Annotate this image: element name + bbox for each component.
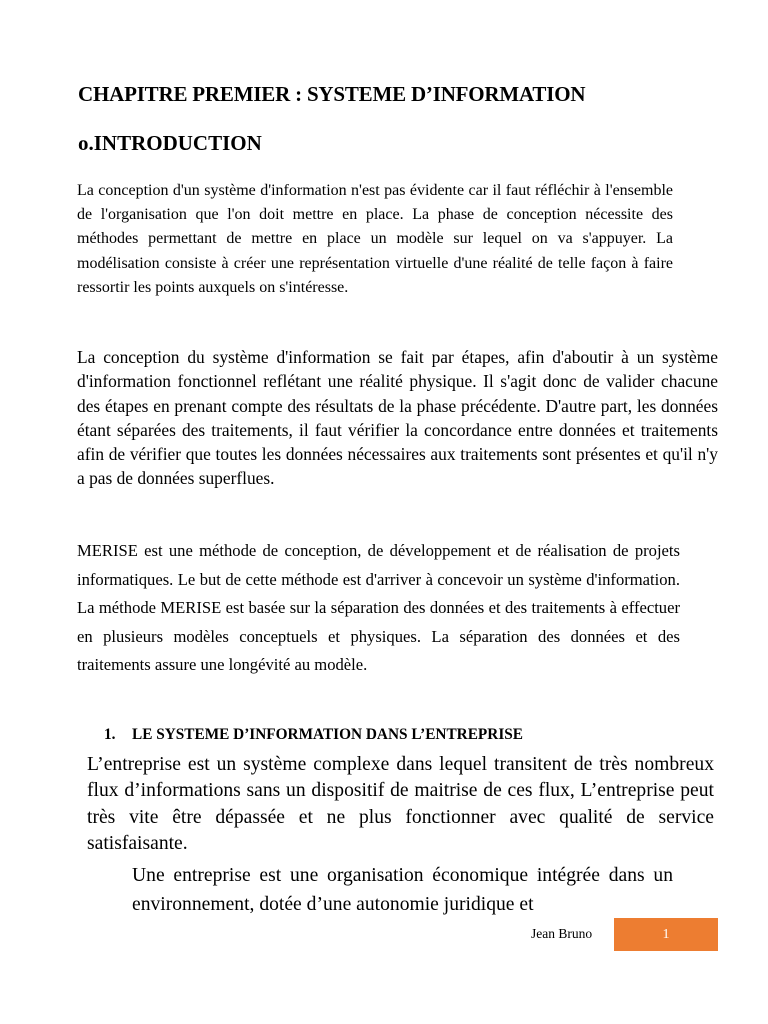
section-1-heading <box>104 726 523 744</box>
merise-paragraph: MERISE est une méthode de conception, de développement et de réalisation de projets informatiques. Le but de cette méthode est d'arriver à concevoir un système d'information. La méthode MERISE est basée sur la séparation des données et des traitements à effectuer en plusieurs modèles conceptuels et physiques. La séparation des données et des traitements assure une longévité au modèle. <box>77 541 680 674</box>
intro-heading: o.INTRODUCTION <box>78 131 262 155</box>
enterprise-definition-paragraph: Une entreprise est une organisation économique intégrée dans un environnement, dotée d’une autonomie juridique et <box>132 865 673 915</box>
section-1-number: 1. <box>104 726 116 743</box>
footer-author: Jean Bruno <box>531 926 593 941</box>
section-1-title: LE SYSTEME D’INFORMATION DANS L’ENTREPRISE <box>132 726 523 743</box>
enterprise-paragraph: L’entreprise est un système complexe dans lequel transitent de très nombreux flux d’informations sans un dispositif de maitrise de ces flux, L’entreprise peut très vite être dépassée et ne plus fonctionner avec qualité de service satisfaisante. <box>87 754 714 854</box>
page-number: 1 <box>662 926 670 942</box>
chapter-title: CHAPITRE PREMIER : SYSTEME D’INFORMATION <box>78 82 586 106</box>
footer-page-box <box>614 918 718 951</box>
intro-paragraph-1: La conception d'un système d'information n'est pas évidente car il faut réfléchir à l'ensemble de l'organisation que l'on doit mettre en place. La phase de conception nécessite des méthodes permettant de mettre en place un modèle sur lequel on va s'appuyer. La modélisation consiste à créer une représentation virtuelle d'une réalité de telle façon à faire ressortir les points auxquels on s'intéresse. <box>77 182 673 296</box>
intro-paragraph-2: La conception du système d'information se fait par étapes, afin d'aboutir à un système d'information fonctionnel reflétant une réalité physique. Il s'agit donc de valider chacune des étapes en prenant compte des résultats de la phase précédente. D'autre part, les données étant séparées des traitements, il faut vérifier la concordance entre données et traitements afin de vérifier que toutes les données nécessaires aux traitements sont présentes et qu'il n'y a pas de données superflues. <box>77 347 718 489</box>
